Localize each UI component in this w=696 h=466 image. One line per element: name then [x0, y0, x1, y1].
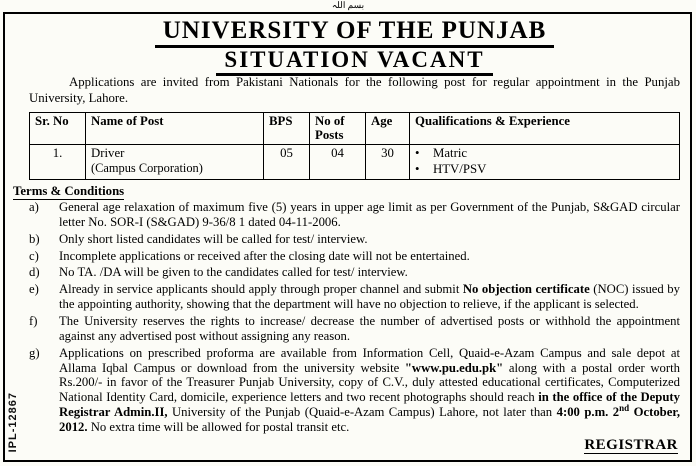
term-item: [29, 249, 680, 264]
term-segment: General age relaxation of maximum five (5) years in upper age limit as per Government of the Punjab, S&GAD circular letter No. SOR-I (S&GAD) 9-36/8 1 dated 04-11-2006.: [59, 199, 680, 229]
term-item: [29, 232, 680, 247]
term-segment: The University reserves the rights to increase/ decrease the number of advertised posts or withhold the appointment against any advertised post without assigning any reason.: [59, 313, 680, 343]
term-segment: nd: [619, 402, 630, 413]
term-label: g): [29, 345, 40, 360]
qualification-item: [415, 146, 674, 162]
cell-sr-no: 1.: [30, 144, 86, 179]
col-header-bps: BPS: [264, 112, 310, 144]
qualification-text: HTV/PSV: [433, 161, 487, 176]
term-text: [59, 249, 680, 264]
term-segment: "www.pu.edu.pk": [404, 360, 504, 375]
term-label: f): [29, 313, 38, 328]
intro-paragraph: Applications are invited from Pakistani Nationals for the following post for regular appointment in the Punjab University, Lahore.: [29, 75, 680, 105]
term-segment: along with a postal order worth Rs.200/- in favor of the Treasurer Punjab University, copy of C.V., duly attested educational certificates, Computerized National Identity Card, domicile, experience letters and two recent photographs should reach: [59, 360, 680, 405]
term-segment: October, 2012.: [59, 405, 680, 434]
qualification-item: [415, 162, 674, 178]
col-header-age: Age: [366, 112, 410, 144]
term-text: [59, 200, 680, 230]
page-title: [29, 17, 680, 45]
term-label: e): [29, 282, 39, 297]
qualification-text: Matric: [433, 145, 468, 160]
page-subtitle-text: SITUATION VACANT: [216, 47, 492, 76]
col-header-sr-no: Sr. No: [30, 112, 86, 144]
bismillah-inscription: بسم اللہ: [331, 0, 365, 10]
term-item: [29, 282, 680, 312]
term-label: d): [29, 265, 40, 280]
term-segment: 4:00 p.m. 2: [556, 405, 620, 420]
term-item: [29, 314, 680, 344]
terms-list: [29, 200, 680, 435]
term-segment: No TA. /DA will be given to the candidates called for test/ interview.: [59, 265, 408, 280]
term-label: a): [29, 199, 39, 214]
term-segment: Incomplete applications or received after the closing date will not be entertained.: [59, 248, 470, 263]
term-text: [59, 314, 680, 344]
term-item: [29, 346, 680, 435]
cell-age: 30: [366, 144, 410, 179]
bullet-icon: •: [415, 161, 420, 176]
cell-no-of-posts: 04: [310, 144, 366, 179]
registrar-signature-text: REGISTRAR: [584, 436, 678, 453]
term-segment: Already in service applicants should apply through proper channel and submit: [59, 282, 463, 297]
page-subtitle: [29, 47, 680, 72]
term-segment: No objection certificate: [462, 282, 590, 297]
table-header-row: [30, 112, 680, 144]
term-label: c): [29, 248, 39, 263]
term-segment: in the office of the Deputy Registrar Admin.II,: [59, 390, 680, 420]
post-name: Driver: [91, 145, 125, 160]
page-title-text: UNIVERSITY OF THE PUNJAB: [155, 17, 555, 48]
table-row: [30, 144, 680, 179]
term-segment: No extra time will be allowed for postal transit etc.: [87, 419, 350, 434]
term-segment: Applications on prescribed proforma are available from Information Cell, Quaid-e-Azam Campus and sale depot at Allama Iqbal Campus or download from the university website: [59, 345, 680, 375]
col-header-name-of-post: Name of Post: [86, 112, 264, 144]
term-label: b): [29, 231, 40, 246]
term-segment: (NOC) issued by the appointing authority, showing that the department will have no objection to relieve, if the applicant is selected.: [59, 282, 680, 312]
term-item: [29, 265, 680, 280]
ad-frame: [3, 12, 692, 462]
ad-reference-code: IPL-12867: [7, 391, 19, 452]
term-text: [59, 346, 680, 435]
cell-bps: 05: [264, 144, 310, 179]
term-text: [59, 265, 680, 280]
cell-qualifications: [410, 144, 680, 179]
term-text: [59, 282, 680, 312]
term-segment: University of the Punjab (Quaid-e-Azam Campus) Lahore, not later than: [167, 405, 557, 420]
terms-heading-text: Terms & Conditions: [13, 183, 125, 198]
posts-table: [29, 112, 680, 180]
col-header-no-of-posts: No of Posts: [310, 112, 366, 144]
registrar-signature: [29, 437, 680, 454]
terms-heading: [13, 184, 680, 198]
cell-post-name: [86, 144, 264, 179]
bullet-icon: •: [415, 145, 420, 160]
term-text: [59, 232, 680, 247]
term-item: [29, 200, 680, 230]
col-header-qualifications: Qualifications & Experience: [410, 112, 680, 144]
term-segment: Only short listed candidates will be called for test/ interview.: [59, 231, 368, 246]
post-detail: (Campus Corporation): [91, 160, 203, 175]
